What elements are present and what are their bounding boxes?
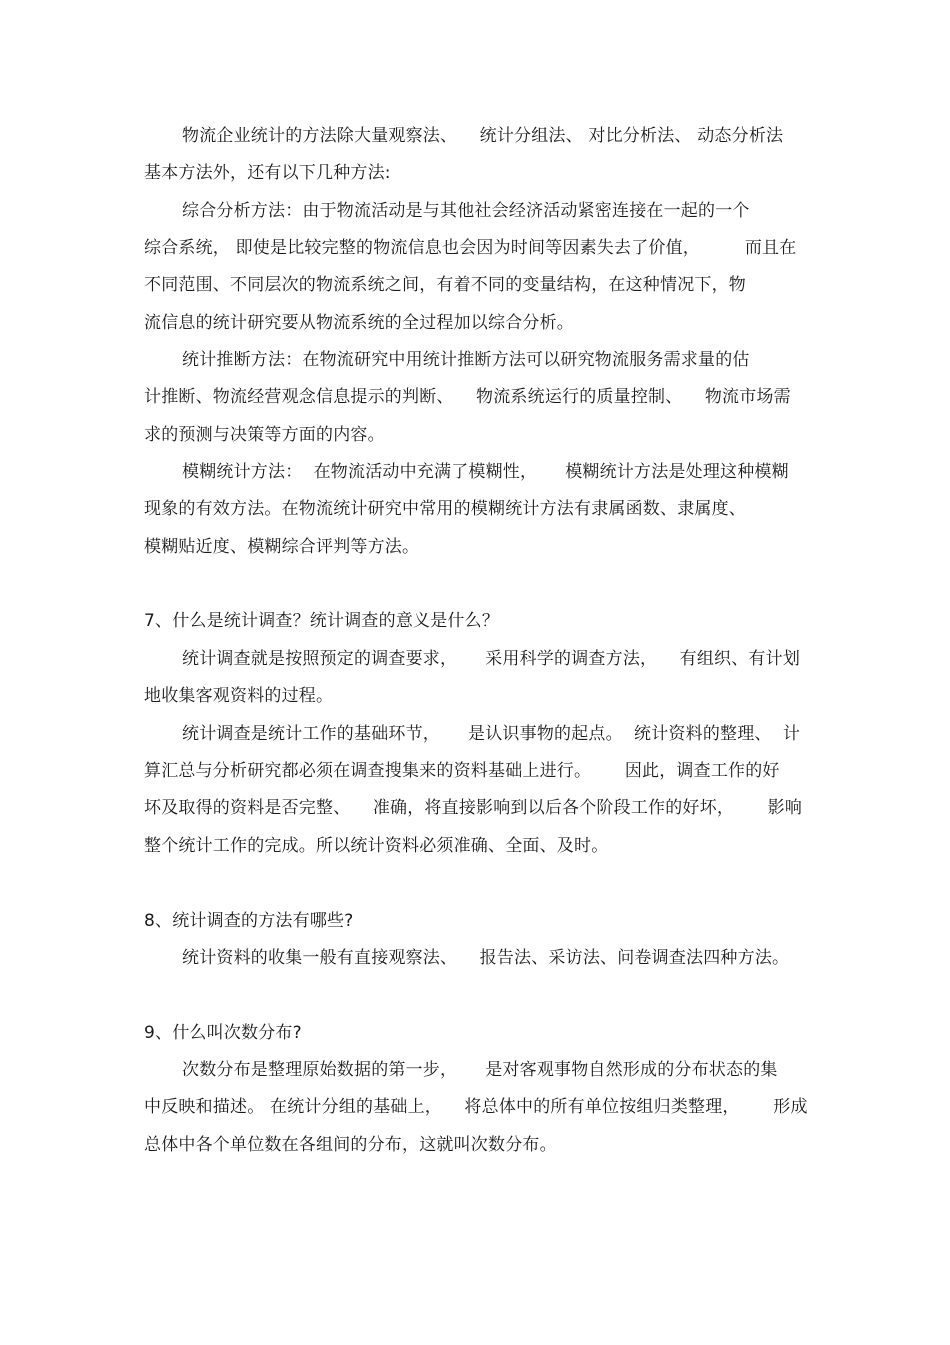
comprehensive-line-4: 流信息的统计研究要从物流系统的全过程加以综合分析。 [144, 313, 574, 333]
q9-heading: 9、什么叫次数分布? [144, 1023, 302, 1043]
q9-p1-line-2: 中反映和描述。 在统计分组的基础上， 将总体中的所有单位按组归类整理， 形成 [144, 1097, 808, 1117]
comprehensive-line-2: 综合系统， 即使是比较完整的物流信息也会因为时间等因素失去了价值， 而且在 [144, 238, 797, 258]
comprehensive-line-1: 综合分析方法：由于物流活动是与其他社会经济活动紧密连接在一起的一个 [182, 201, 750, 221]
q7-p1-line-2: 地收集客观资料的过程。 [144, 686, 334, 706]
inference-line-3: 求的预测与决策等方面的内容。 [144, 425, 385, 445]
intro-line-2: 基本方法外，还有以下几种方法: [144, 163, 391, 183]
fuzzy-line-1: 模糊统计方法： 在物流活动中充满了模糊性， 模糊统计方法是处理这种模糊 [182, 462, 789, 482]
q7-p2-line-2: 算汇总与分析研究都必须在调查搜集来的资料基础上进行。 因此，调查工作的好 [144, 761, 780, 781]
q7-p1-line-1: 统计调查就是按照预定的调查要求， 采用科学的调查方法， 有组织、有计划 [182, 649, 801, 669]
q9-p1-line-1: 次数分布是整理原始数据的第一步， 是对客观事物自然形成的分布状态的集 [182, 1060, 778, 1080]
inference-line-2: 计推断、物流经营观念信息提示的判断、 物流系统运行的质量控制、 物流市场需 [144, 387, 791, 407]
comprehensive-line-3: 不同范围、不同层次的物流系统之间，有着不同的变量结构，在这种情况下，物 [144, 275, 746, 295]
intro-line-1: 物流企业统计的方法除大量观察法、 统计分组法、 对比分析法、 动态分析法 [182, 126, 784, 146]
fuzzy-line-2: 现象的有效方法。在物流统计研究中常用的模糊统计方法有隶属函数、隶属度、 [144, 499, 746, 519]
inference-line-1: 统计推断方法：在物流研究中用统计推断方法可以研究物流服务需求量的估 [182, 350, 750, 370]
q7-p2-line-1: 统计调查是统计工作的基础环节， 是认识事物的起点。 统计资料的整理、 计 [182, 724, 801, 744]
q8-p1-line-1: 统计资料的收集一般有直接观察法、 报告法、采访法、问卷调查法四种方法。 [182, 948, 790, 968]
q8-heading: 8、统计调查的方法有哪些? [144, 911, 354, 931]
fuzzy-line-3: 模糊贴近度、模糊综合评判等方法。 [144, 537, 420, 557]
q7-p2-line-4: 整个统计工作的完成。所以统计资料必须准确、全面、及时。 [144, 836, 609, 856]
q7-heading: 7、什么是统计调查？统计调查的意义是什么？ [144, 611, 500, 631]
q7-p2-line-3: 坏及取得的资料是否完整、 准确，将直接影响到以后各个阶段工作的好坏， 影响 [144, 798, 803, 818]
q9-p1-line-3: 总体中各个单位数在各组间的分布，这就叫次数分布。 [144, 1135, 557, 1155]
